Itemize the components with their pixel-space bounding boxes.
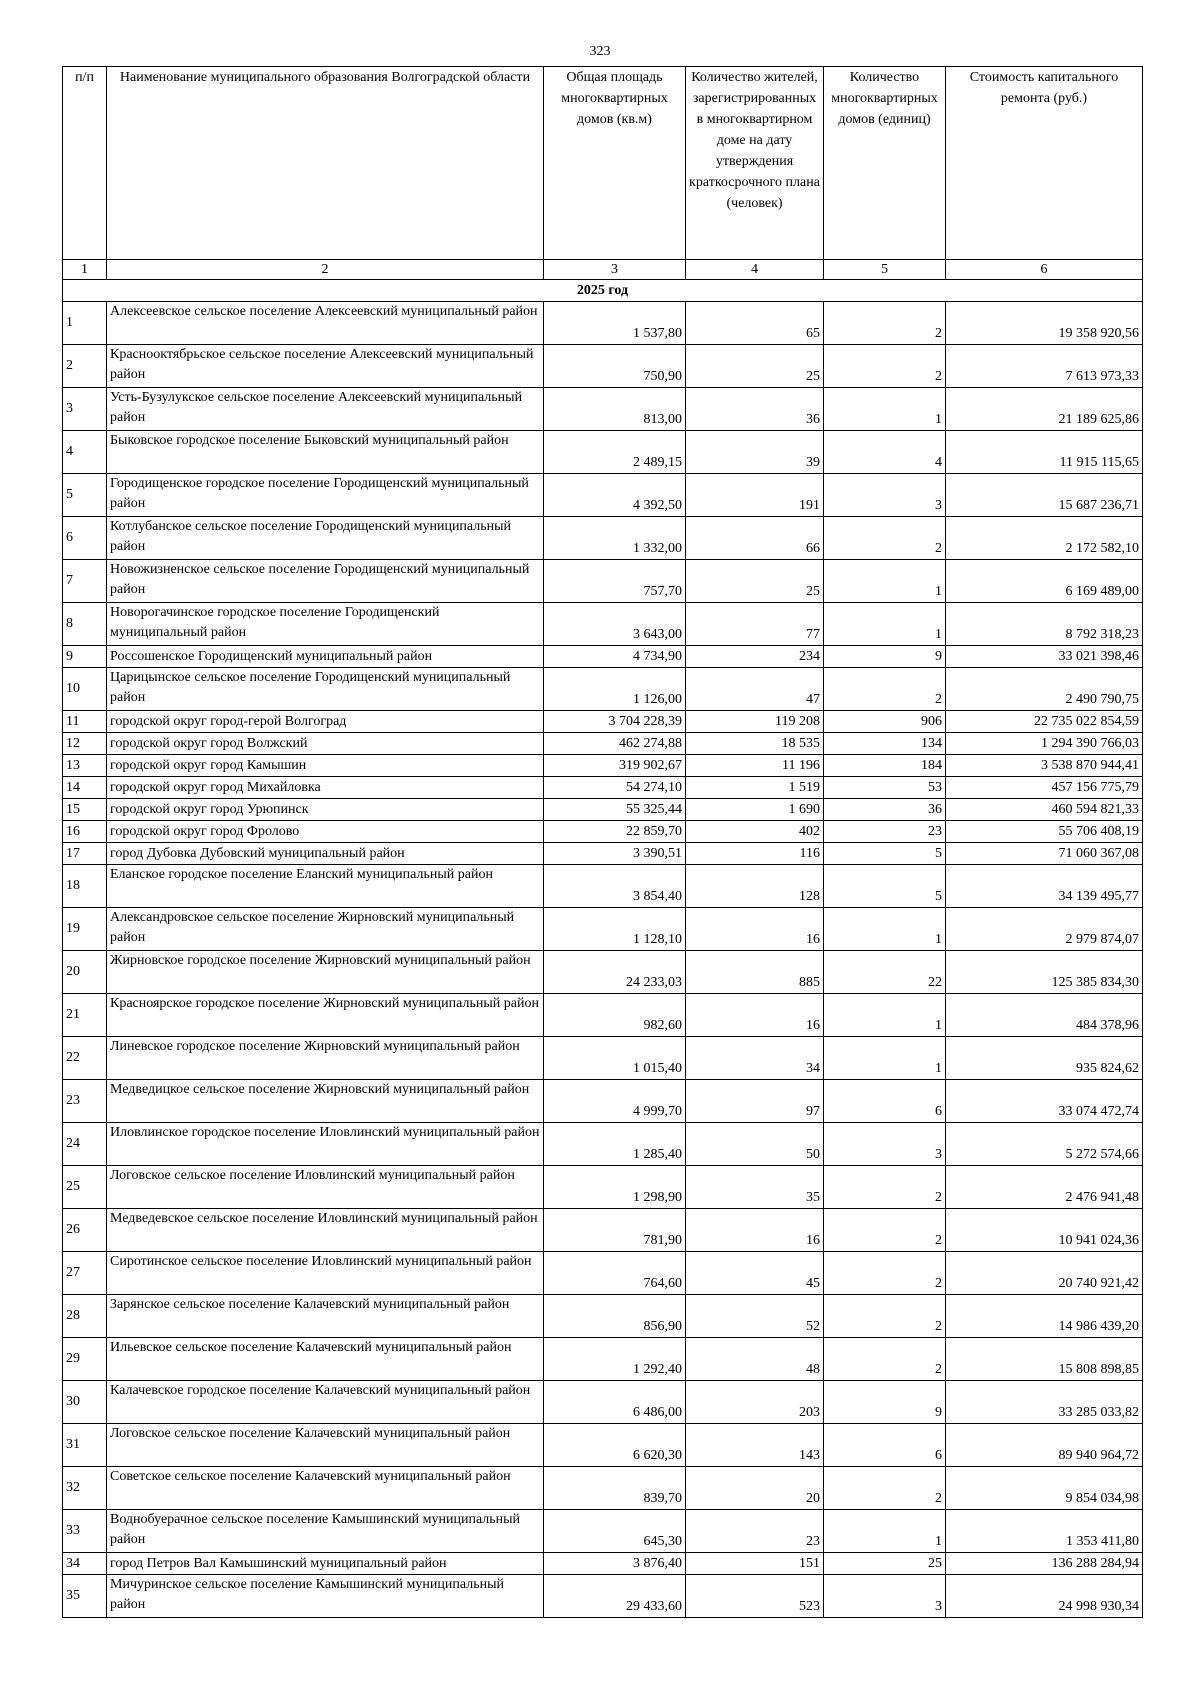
houses-value: 2	[824, 1209, 946, 1252]
table-row	[63, 603, 1143, 646]
area-value: 6 620,30	[544, 1424, 686, 1467]
area-value: 462 274,88	[544, 733, 686, 755]
cost-value: 484 378,96	[946, 994, 1143, 1037]
area-value: 750,90	[544, 345, 686, 388]
year-row	[63, 280, 1143, 302]
municipality-name: Мичуринское сельское поселение Камышинский муниципальный район	[107, 1575, 544, 1618]
row-number: 3	[63, 388, 107, 431]
residents-value: 234	[686, 646, 824, 668]
houses-value: 1	[824, 388, 946, 431]
cost-value: 22 735 022 854,59	[946, 711, 1143, 733]
residents-value: 18 535	[686, 733, 824, 755]
area-value: 1 126,00	[544, 668, 686, 711]
residents-value: 151	[686, 1553, 824, 1575]
houses-value: 2	[824, 1252, 946, 1295]
cost-value: 10 941 024,36	[946, 1209, 1143, 1252]
municipality-name: городской округ город Михайловка	[107, 777, 544, 799]
table-row	[63, 843, 1143, 865]
houses-value: 5	[824, 843, 946, 865]
cost-value: 457 156 775,79	[946, 777, 1143, 799]
column-number: 5	[824, 260, 946, 280]
municipality-name: Медведицкое сельское поселение Жирновский муниципальный район	[107, 1080, 544, 1123]
houses-value: 1	[824, 1037, 946, 1080]
houses-value: 1	[824, 603, 946, 646]
municipality-name: городской округ город Фролово	[107, 821, 544, 843]
municipality-name: Медведевское сельское поселение Иловлинский муниципальный район	[107, 1209, 544, 1252]
residents-value: 65	[686, 302, 824, 345]
area-value: 1 285,40	[544, 1123, 686, 1166]
cost-value: 136 288 284,94	[946, 1553, 1143, 1575]
area-value: 3 876,40	[544, 1553, 686, 1575]
houses-value: 4	[824, 431, 946, 474]
municipality-name: городской округ город-герой Волгоград	[107, 711, 544, 733]
residents-value: 52	[686, 1295, 824, 1338]
municipality-name: Ильевское сельское поселение Калачевский муниципальный район	[107, 1338, 544, 1381]
houses-value: 25	[824, 1553, 946, 1575]
area-value: 764,60	[544, 1252, 686, 1295]
row-number: 16	[63, 821, 107, 843]
houses-value: 1	[824, 560, 946, 603]
row-number: 23	[63, 1080, 107, 1123]
header-cost: Стоимость капитального ремонта (руб.)	[946, 67, 1143, 260]
row-number: 14	[63, 777, 107, 799]
cost-value: 2 979 874,07	[946, 908, 1143, 951]
houses-value: 3	[824, 474, 946, 517]
area-value: 1 015,40	[544, 1037, 686, 1080]
row-number: 9	[63, 646, 107, 668]
residents-value: 23	[686, 1510, 824, 1553]
area-value: 856,90	[544, 1295, 686, 1338]
area-value: 3 704 228,39	[544, 711, 686, 733]
row-number: 12	[63, 733, 107, 755]
area-value: 813,00	[544, 388, 686, 431]
cost-value: 460 594 821,33	[946, 799, 1143, 821]
table-row	[63, 1467, 1143, 1510]
municipality-name: Котлубанское сельское поселение Городищенский муниципальный район	[107, 517, 544, 560]
table-row	[63, 1123, 1143, 1166]
municipality-name: городской округ город Волжский	[107, 733, 544, 755]
area-value: 839,70	[544, 1467, 686, 1510]
cost-value: 14 986 439,20	[946, 1295, 1143, 1338]
houses-value: 22	[824, 951, 946, 994]
houses-value: 134	[824, 733, 946, 755]
cost-value: 34 139 495,77	[946, 865, 1143, 908]
cost-value: 15 687 236,71	[946, 474, 1143, 517]
row-number: 33	[63, 1510, 107, 1553]
residents-value: 128	[686, 865, 824, 908]
column-number: 1	[63, 260, 107, 280]
table-row	[63, 1166, 1143, 1209]
houses-value: 9	[824, 1381, 946, 1424]
cost-value: 20 740 921,42	[946, 1252, 1143, 1295]
municipality-name: Городищенское городское поселение Городищенский муниципальный район	[107, 474, 544, 517]
residents-value: 16	[686, 994, 824, 1037]
houses-value: 3	[824, 1575, 946, 1618]
table-row	[63, 1209, 1143, 1252]
municipality-name: город Петров Вал Камышинский муниципальный район	[107, 1553, 544, 1575]
page-number: 323	[589, 44, 611, 59]
residents-value: 36	[686, 388, 824, 431]
table-row	[63, 951, 1143, 994]
residents-value: 16	[686, 1209, 824, 1252]
residents-value: 203	[686, 1381, 824, 1424]
table-row	[63, 517, 1143, 560]
table-row	[63, 865, 1143, 908]
row-number: 31	[63, 1424, 107, 1467]
municipality-name: Краснооктябрьское сельское поселение Алексеевский муниципальный район	[107, 345, 544, 388]
table-row	[63, 755, 1143, 777]
table-row	[63, 1510, 1143, 1553]
residents-value: 402	[686, 821, 824, 843]
residents-value: 119 208	[686, 711, 824, 733]
municipality-name: Воднобуерачное сельское поселение Камышинский муниципальный район	[107, 1510, 544, 1553]
row-number: 4	[63, 431, 107, 474]
row-number: 29	[63, 1338, 107, 1381]
houses-value: 1	[824, 908, 946, 951]
municipality-name: Алексеевское сельское поселение Алексеевский муниципальный район	[107, 302, 544, 345]
header-residents: Количество жителей, зарегистрированных в многоквартирном доме на дату утверждения краткосрочного плана (человек)	[686, 67, 824, 260]
municipality-name: Иловлинское городское поселение Иловлинский муниципальный район	[107, 1123, 544, 1166]
houses-value: 53	[824, 777, 946, 799]
table-row	[63, 1338, 1143, 1381]
table-row	[63, 474, 1143, 517]
table-row	[63, 908, 1143, 951]
cost-value: 7 613 973,33	[946, 345, 1143, 388]
municipality-name: Логовское сельское поселение Калачевский муниципальный район	[107, 1424, 544, 1467]
cost-value: 1 294 390 766,03	[946, 733, 1143, 755]
area-value: 4 999,70	[544, 1080, 686, 1123]
municipality-name: Россошенское Городищенский муниципальный район	[107, 646, 544, 668]
row-number: 13	[63, 755, 107, 777]
area-value: 29 433,60	[544, 1575, 686, 1618]
table-body	[63, 302, 1143, 1618]
cost-value: 33 021 398,46	[946, 646, 1143, 668]
residents-value: 191	[686, 474, 824, 517]
row-number: 8	[63, 603, 107, 646]
municipality-name: Усть-Бузулукское сельское поселение Алексеевский муниципальный район	[107, 388, 544, 431]
table-row	[63, 1295, 1143, 1338]
table-row	[63, 1381, 1143, 1424]
cost-value: 55 706 408,19	[946, 821, 1143, 843]
houses-value: 6	[824, 1080, 946, 1123]
cost-value: 11 915 115,65	[946, 431, 1143, 474]
area-value: 1 128,10	[544, 908, 686, 951]
municipality-name: Линевское городское поселение Жирновский муниципальный район	[107, 1037, 544, 1080]
table-row	[63, 821, 1143, 843]
municipality-name: Сиротинское сельское поселение Иловлинский муниципальный район	[107, 1252, 544, 1295]
area-value: 3 643,00	[544, 603, 686, 646]
column-number: 2	[107, 260, 544, 280]
residents-value: 35	[686, 1166, 824, 1209]
area-value: 4 392,50	[544, 474, 686, 517]
houses-value: 2	[824, 345, 946, 388]
cost-value: 9 854 034,98	[946, 1467, 1143, 1510]
municipality-name: Быковское городское поселение Быковский муниципальный район	[107, 431, 544, 474]
table-row	[63, 1252, 1143, 1295]
municipality-name: Жирновское городское поселение Жирновский муниципальный район	[107, 951, 544, 994]
area-value: 55 325,44	[544, 799, 686, 821]
residents-value: 523	[686, 1575, 824, 1618]
column-number: 4	[686, 260, 824, 280]
area-value: 1 537,80	[544, 302, 686, 345]
residents-value: 47	[686, 668, 824, 711]
municipality-name: Новорогачинское городское поселение Городищенский муниципальный район	[107, 603, 544, 646]
residents-value: 34	[686, 1037, 824, 1080]
residents-value: 50	[686, 1123, 824, 1166]
houses-value: 2	[824, 1467, 946, 1510]
municipality-name: Красноярское городское поселение Жирновский муниципальный район	[107, 994, 544, 1037]
municipality-name: Логовское сельское поселение Иловлинский муниципальный район	[107, 1166, 544, 1209]
row-number: 20	[63, 951, 107, 994]
header-row	[63, 67, 1143, 260]
houses-value: 2	[824, 1295, 946, 1338]
row-number: 17	[63, 843, 107, 865]
row-number: 5	[63, 474, 107, 517]
area-value: 54 274,10	[544, 777, 686, 799]
table-row	[63, 1080, 1143, 1123]
residents-value: 885	[686, 951, 824, 994]
municipality-name: городской округ город Камышин	[107, 755, 544, 777]
header-index: п/п	[63, 67, 107, 260]
cost-value: 6 169 489,00	[946, 560, 1143, 603]
table-row	[63, 345, 1143, 388]
row-number: 1	[63, 302, 107, 345]
table-row	[63, 431, 1143, 474]
area-value: 6 486,00	[544, 1381, 686, 1424]
municipality-name: Царицынское сельское поселение Городищенский муниципальный район	[107, 668, 544, 711]
cost-value: 71 060 367,08	[946, 843, 1143, 865]
area-value: 3 854,40	[544, 865, 686, 908]
cost-value: 24 998 930,34	[946, 1575, 1143, 1618]
houses-value: 3	[824, 1123, 946, 1166]
cost-value: 2 476 941,48	[946, 1166, 1143, 1209]
residents-value: 1 690	[686, 799, 824, 821]
table-row	[63, 733, 1143, 755]
table-row	[63, 777, 1143, 799]
row-number: 32	[63, 1467, 107, 1510]
cost-value: 5 272 574,66	[946, 1123, 1143, 1166]
row-number: 21	[63, 994, 107, 1037]
area-value: 2 489,15	[544, 431, 686, 474]
area-value: 22 859,70	[544, 821, 686, 843]
row-number: 11	[63, 711, 107, 733]
cost-value: 125 385 834,30	[946, 951, 1143, 994]
capital-repair-table	[62, 66, 1143, 1618]
row-number: 35	[63, 1575, 107, 1618]
row-number: 7	[63, 560, 107, 603]
houses-value: 906	[824, 711, 946, 733]
cost-value: 3 538 870 944,41	[946, 755, 1143, 777]
houses-value: 5	[824, 865, 946, 908]
area-value: 3 390,51	[544, 843, 686, 865]
residents-value: 25	[686, 345, 824, 388]
table-row	[63, 1424, 1143, 1467]
row-number: 34	[63, 1553, 107, 1575]
residents-value: 116	[686, 843, 824, 865]
table-row	[63, 799, 1143, 821]
row-number: 26	[63, 1209, 107, 1252]
row-number: 19	[63, 908, 107, 951]
table-row	[63, 994, 1143, 1037]
area-value: 319 902,67	[544, 755, 686, 777]
cost-value: 15 808 898,85	[946, 1338, 1143, 1381]
row-number: 18	[63, 865, 107, 908]
cost-value: 1 353 411,80	[946, 1510, 1143, 1553]
row-number: 24	[63, 1123, 107, 1166]
houses-value: 2	[824, 668, 946, 711]
municipality-name: город Дубовка Дубовский муниципальный район	[107, 843, 544, 865]
row-number: 2	[63, 345, 107, 388]
residents-value: 48	[686, 1338, 824, 1381]
table-row	[63, 1037, 1143, 1080]
column-number: 3	[544, 260, 686, 280]
row-number: 28	[63, 1295, 107, 1338]
column-number-row	[63, 260, 1143, 280]
area-value: 1 292,40	[544, 1338, 686, 1381]
municipality-name: Зарянское сельское поселение Калачевский муниципальный район	[107, 1295, 544, 1338]
cost-value: 19 358 920,56	[946, 302, 1143, 345]
row-number: 22	[63, 1037, 107, 1080]
residents-value: 25	[686, 560, 824, 603]
municipality-name: Калачевское городское поселение Калачевский муниципальный район	[107, 1381, 544, 1424]
municipality-name: Советское сельское поселение Калачевский муниципальный район	[107, 1467, 544, 1510]
cost-value: 935 824,62	[946, 1037, 1143, 1080]
houses-value: 6	[824, 1424, 946, 1467]
houses-value: 9	[824, 646, 946, 668]
row-number: 10	[63, 668, 107, 711]
table-row	[63, 1575, 1143, 1618]
municipality-name: городской округ город Урюпинск	[107, 799, 544, 821]
municipality-name: Еланское городское поселение Еланский муниципальный район	[107, 865, 544, 908]
houses-value: 2	[824, 1338, 946, 1381]
residents-value: 11 196	[686, 755, 824, 777]
cost-value: 33 285 033,82	[946, 1381, 1143, 1424]
houses-value: 2	[824, 517, 946, 560]
houses-value: 36	[824, 799, 946, 821]
table-row	[63, 646, 1143, 668]
houses-value: 1	[824, 994, 946, 1037]
area-value: 1 298,90	[544, 1166, 686, 1209]
row-number: 27	[63, 1252, 107, 1295]
area-value: 645,30	[544, 1510, 686, 1553]
column-number: 6	[946, 260, 1143, 280]
area-value: 4 734,90	[544, 646, 686, 668]
municipality-name: Александровское сельское поселение Жирновский муниципальный район	[107, 908, 544, 951]
houses-value: 184	[824, 755, 946, 777]
residents-value: 97	[686, 1080, 824, 1123]
area-value: 24 233,03	[544, 951, 686, 994]
year-label: 2025 год	[63, 280, 1143, 302]
cost-value: 2 172 582,10	[946, 517, 1143, 560]
houses-value: 2	[824, 1166, 946, 1209]
residents-value: 39	[686, 431, 824, 474]
table-row	[63, 302, 1143, 345]
houses-value: 1	[824, 1510, 946, 1553]
residents-value: 1 519	[686, 777, 824, 799]
header-municipality: Наименование муниципального образования Волгоградской области	[107, 67, 544, 260]
area-value: 781,90	[544, 1209, 686, 1252]
cost-value: 89 940 964,72	[946, 1424, 1143, 1467]
table-row	[63, 560, 1143, 603]
residents-value: 143	[686, 1424, 824, 1467]
row-number: 30	[63, 1381, 107, 1424]
residents-value: 20	[686, 1467, 824, 1510]
cost-value: 33 074 472,74	[946, 1080, 1143, 1123]
header-area: Общая площадь многоквартирных домов (кв.м)	[544, 67, 686, 260]
cost-value: 21 189 625,86	[946, 388, 1143, 431]
area-value: 757,70	[544, 560, 686, 603]
municipality-name: Новожизненское сельское поселение Городищенский муниципальный район	[107, 560, 544, 603]
residents-value: 45	[686, 1252, 824, 1295]
residents-value: 16	[686, 908, 824, 951]
row-number: 25	[63, 1166, 107, 1209]
area-value: 1 332,00	[544, 517, 686, 560]
cost-value: 2 490 790,75	[946, 668, 1143, 711]
table-row	[63, 668, 1143, 711]
row-number: 15	[63, 799, 107, 821]
residents-value: 77	[686, 603, 824, 646]
houses-value: 2	[824, 302, 946, 345]
header-houses: Количество многоквартирных домов (единиц)	[824, 67, 946, 260]
row-number: 6	[63, 517, 107, 560]
residents-value: 66	[686, 517, 824, 560]
area-value: 982,60	[544, 994, 686, 1037]
table-row	[63, 711, 1143, 733]
houses-value: 23	[824, 821, 946, 843]
table-row	[63, 1553, 1143, 1575]
cost-value: 8 792 318,23	[946, 603, 1143, 646]
table-row	[63, 388, 1143, 431]
